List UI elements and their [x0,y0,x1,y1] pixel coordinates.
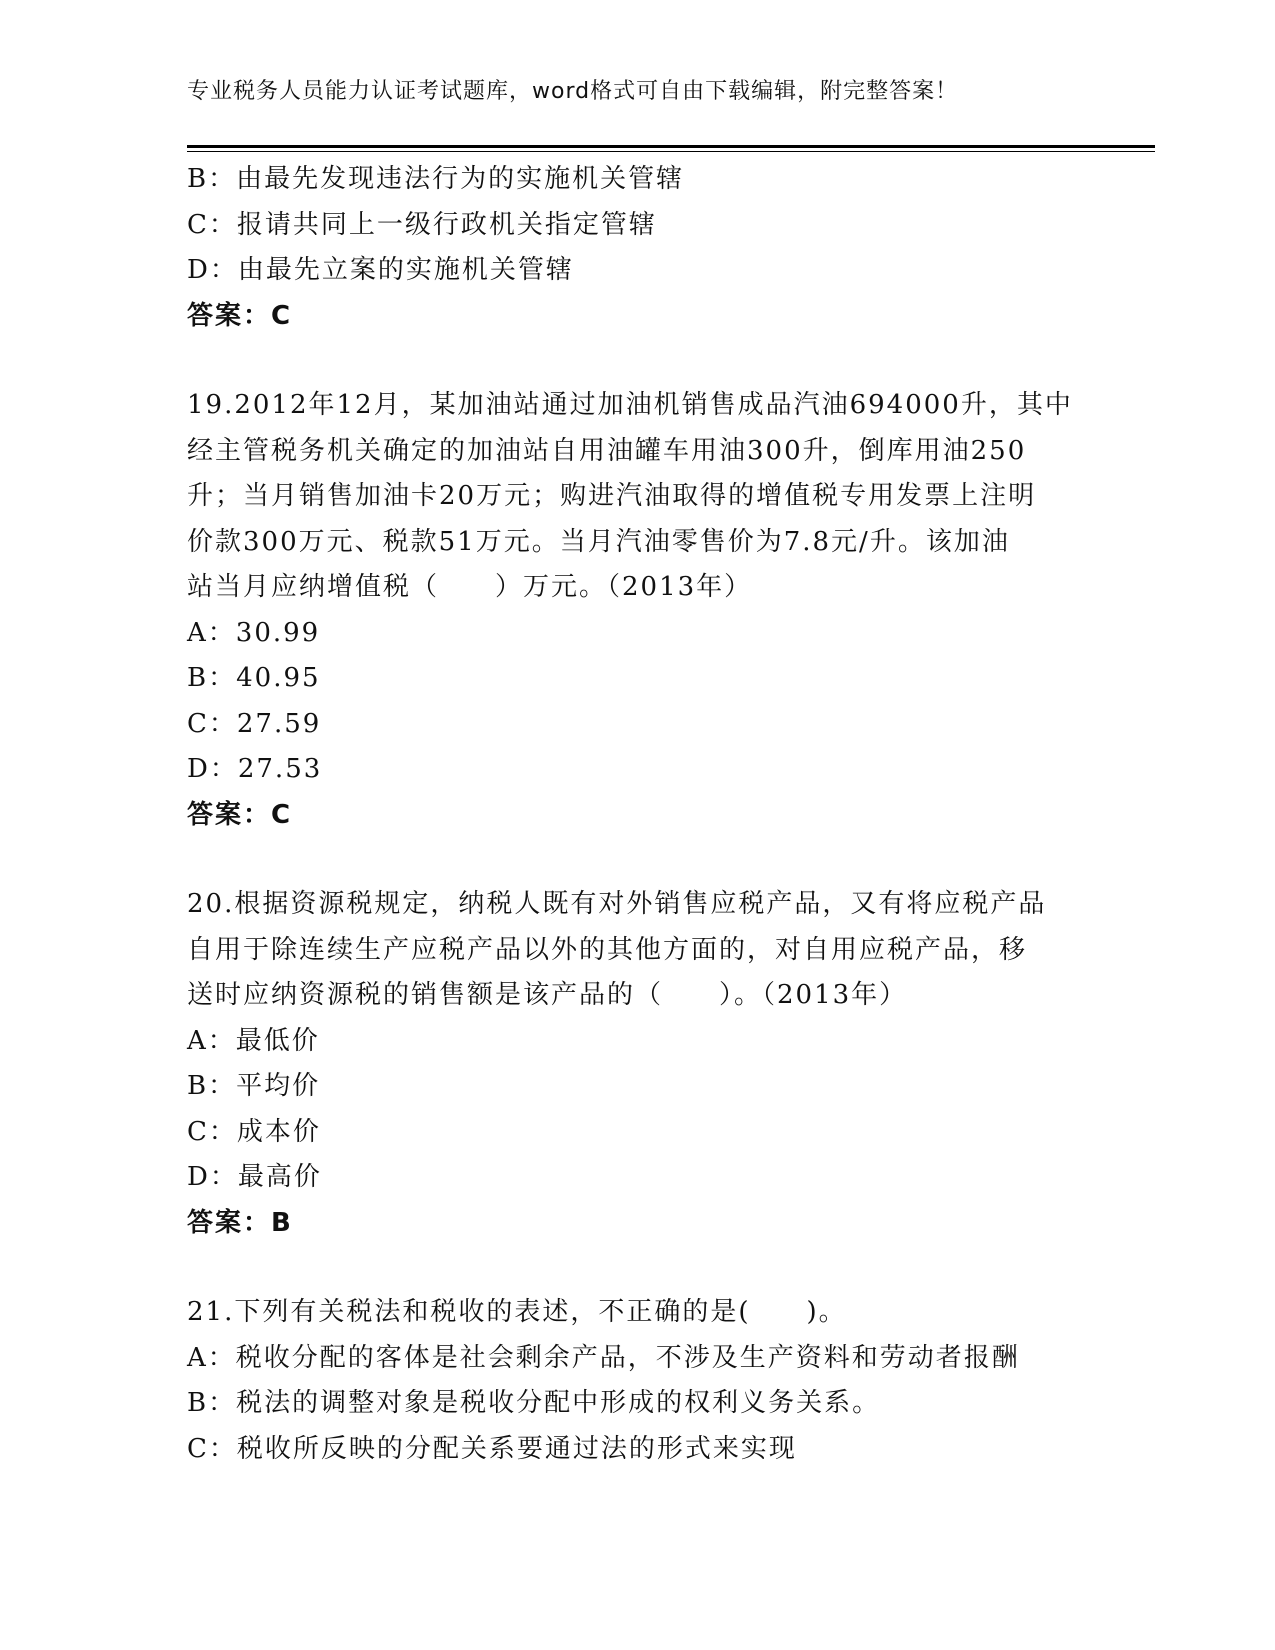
question-text-line: 自用于除连续生产应税产品以外的其他方面的，对自用应税产品，移 [187,934,1028,965]
question-text-line: 经主管税务机关确定的加油站自用油罐车用油300升，倒库用油250 [187,435,1027,466]
question-text-line: 19.2012年12月，某加油站通过加油机销售成品汽油694000升，其中 [187,390,1073,420]
option-line: B：税法的调整对象是税收分配中形成的权利义务关系。 [187,1388,881,1418]
option-line: C：税收所反映的分配关系要通过法的形式来实现 [187,1433,797,1464]
option-line: D：由最先立案的实施机关管辖 [187,255,574,285]
option-line: A：30.99 [187,617,321,648]
option-line: C：报请共同上一级行政机关指定管辖 [187,209,657,240]
spacer [187,838,1087,882]
header-rule-thick [187,145,1155,148]
question-text-line: 价款300万元、税款51万元。当月汽油零售价为7.8元/升。该加油 [187,526,1010,557]
option-line: C：27.59 [187,708,322,739]
question-text-line: 21.下列有关税法和税收的表述，不正确的是( )。 [187,1297,847,1327]
option-line: D：最高价 [187,1162,322,1192]
answer-line: 答案：C [187,300,293,331]
answer-line: 答案：C [187,799,293,830]
question-text-line: 站当月应纳增值税（ ）万元。（2013年） [187,572,753,602]
option-line: A：最低价 [187,1025,320,1056]
question-text-line: 送时应纳资源税的销售额是该产品的（ ）。（2013年） [187,980,908,1010]
spacer [187,1246,1087,1290]
question-text-line: 20.根据资源税规定，纳税人既有对外销售应税产品，又有将应税产品 [187,889,1047,919]
header-rule-thin [187,151,1155,152]
answer-line: 答案：B [187,1207,293,1238]
option-line: A：税收分配的客体是社会剩余产品，不涉及生产资料和劳动者报酬 [187,1342,1020,1373]
question-text-line: 升；当月销售加油卡20万元；购进汽油取得的增值税专用发票上注明 [187,481,1037,511]
option-line: B：平均价 [187,1071,321,1101]
option-line: B：40.95 [187,663,321,693]
spacer [187,339,1087,383]
option-line: C：成本价 [187,1116,321,1147]
option-line: D：27.53 [187,754,323,784]
page-header: 专业税务人员能力认证考试题库，word格式可自由下载编辑，附完整答案！ [187,79,959,104]
question-content [187,157,1087,1472]
option-line: B：由最先发现违法行为的实施机关管辖 [187,164,685,194]
